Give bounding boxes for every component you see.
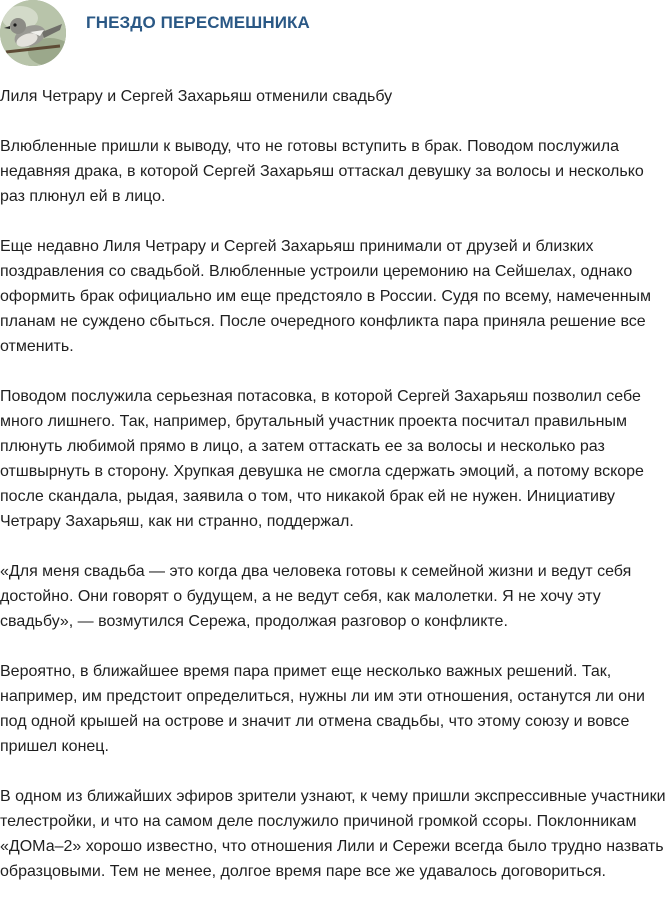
post-paragraph: Влюбленные пришли к выводу, что не готовы вступить в брак. Поводом послужила недавняя драка, в которой Сергей Захарьяш оттаскал девушку за волосы и несколько раз плюнул ей в лицо. <box>0 138 644 205</box>
post-paragraph: Поводом послужила серьезная потасовка, в которой Сергей Захарьяш позволил себе много лишнего. Так, например, брутальный участник проекта посчитал правильным плюнуть любимой прямо в лицо, а затем оттаскать ее за волосы и несколько раз отшвырнуть в сторону. Хрупкая девушка не смогла сдержать эмоций, а потому вскоре после скандала, рыдая, заявила о том, что никакой брак ей не нужен. Инициативу Четрару Захарьяш, как ни странно, поддержал. <box>0 388 644 530</box>
group-name-link[interactable]: ГНЕЗДО ПЕРЕСМЕШНИКА <box>86 13 310 32</box>
post-header <box>0 0 670 76</box>
post-paragraph: «Для меня свадьба — это когда два человека готовы к семейной жизни и ведут себя достойно. Они говорят о будущем, а не ведут себя, как малолетки. Я не хочу эту свадьбу», — возмутился Сережа, продолжая разговор о конфликте. <box>0 563 632 630</box>
group-avatar[interactable] <box>0 0 66 66</box>
post-paragraph: Еще недавно Лиля Четрару и Сергей Захарьяш принимали от друзей и близких поздравления со свадьбой. Влюбленные устроили церемонию на Сейшелах, однако оформить брак официально им еще предстояло в России. Судя по всему, намеченным планам не суждено сбыться. После очередного конфликта пара приняла решение все отменить. <box>0 238 652 355</box>
post-paragraph: В одном из ближайших эфиров зрители узнают, к чему пришли экспрессивные участники телестройки, и что на самом деле послужило причиной громкой ссоры. Поклонникам «ДОМа–2» хорошо известно, что отношения Лили и Сережи всегда было трудно назвать образцовыми. Тем не менее, долгое время паре все же удавалось договориться. <box>0 788 666 880</box>
post-paragraph: Вероятно, в ближайшее время пара примет еще несколько важных решений. Так, например, им предстоит определиться, нужны ли им эти отношения, останутся ли они под одной крышей на острове и значит ли отмена свадьбы, что этому союзу и вовсе пришел конец. <box>0 663 645 755</box>
post-body <box>0 84 668 909</box>
post-title: Лиля Четрару и Сергей Захарьяш отменили свадьбу <box>0 88 393 105</box>
bird-avatar-icon <box>0 0 66 66</box>
